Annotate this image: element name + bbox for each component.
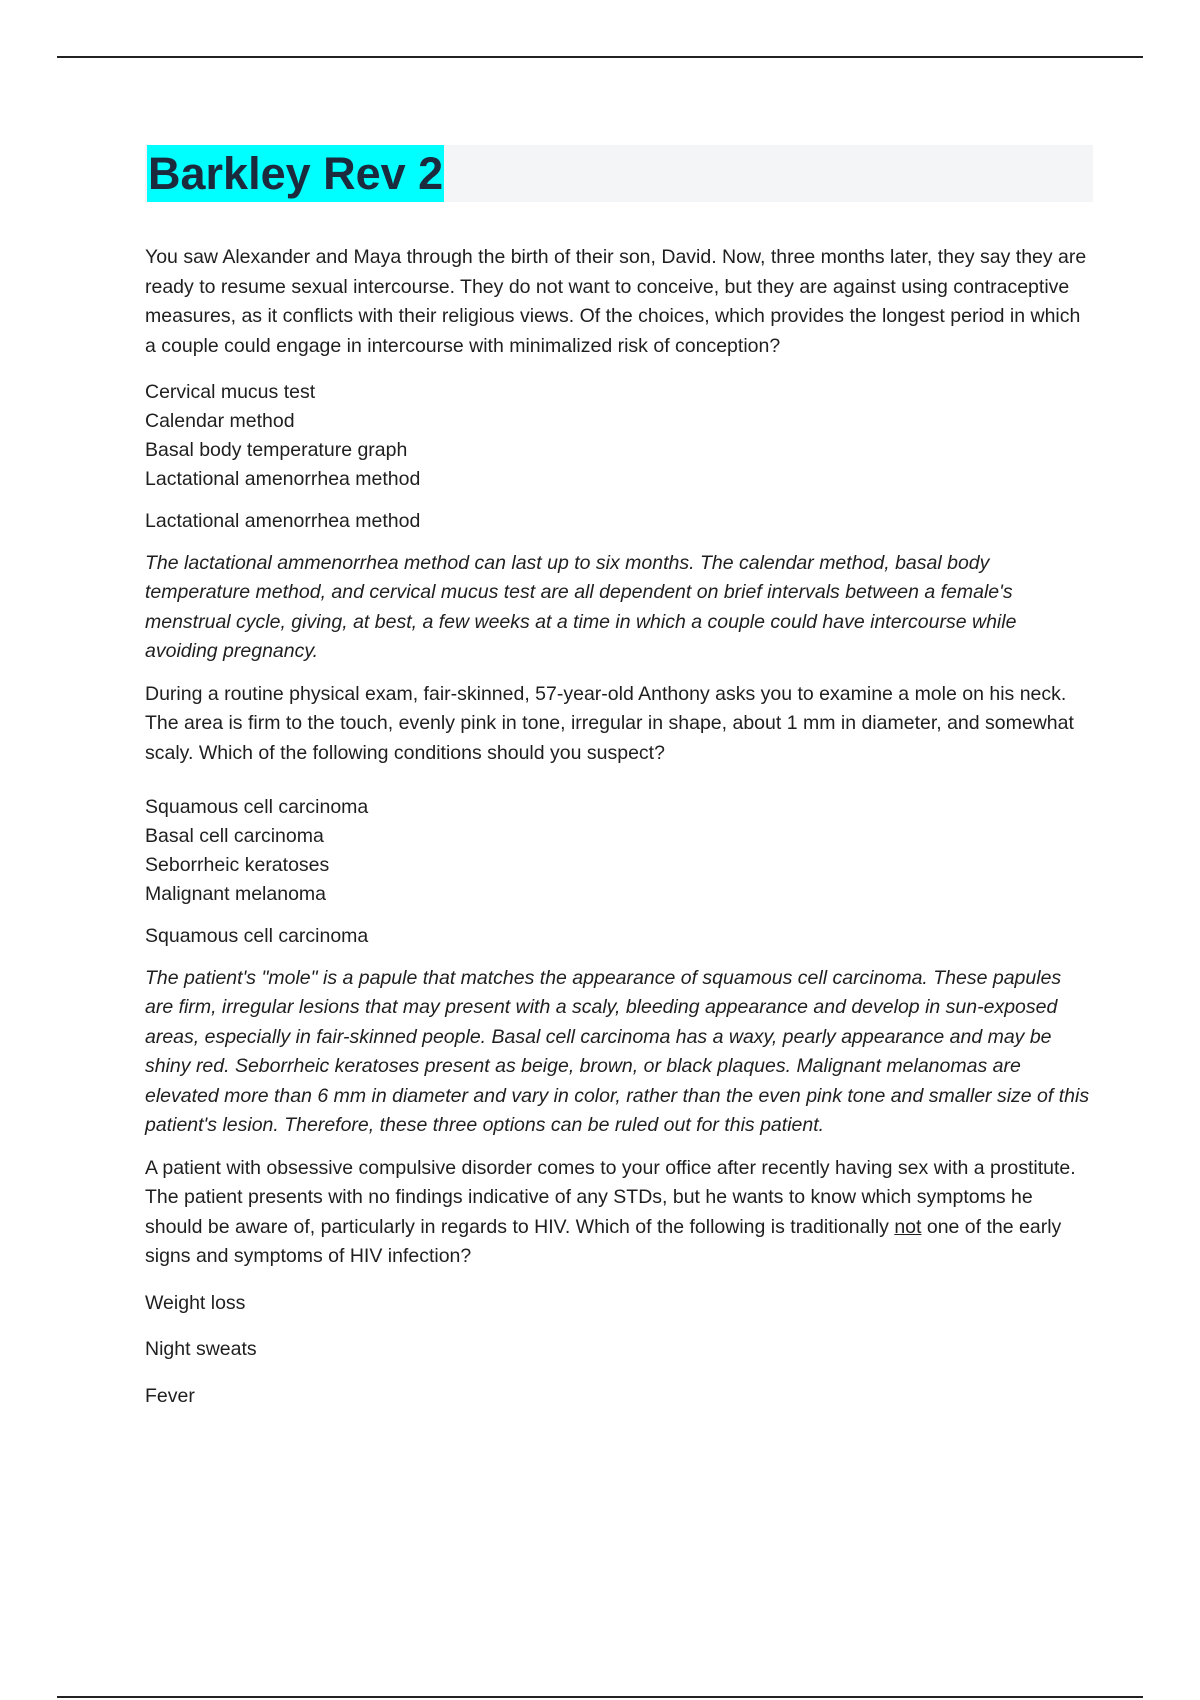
question-2-option: Basal cell carcinoma — [145, 825, 324, 847]
document-title — [145, 145, 446, 202]
question-3-stem-after: one of the early signs and symptoms of HIV infection? — [145, 1215, 1062, 1267]
bottom-rule — [57, 1696, 1143, 1698]
question-2-options — [145, 793, 1093, 909]
question-2-option: Malignant melanoma — [145, 883, 327, 905]
question-2-option: Squamous cell carcinoma — [145, 796, 369, 818]
question-2-stem: During a routine physical exam, fair-skinned, 57-year-old Anthony asks you to examine a mole on his neck. The area is firm to the touch, evenly pink in tone, irregular in shape, about 1 mm in diameter, and somewhat scaly. Which of the following conditions should you suspect? — [145, 682, 1074, 764]
question-2-answer: Squamous cell carcinoma — [145, 925, 369, 947]
question-3-stem — [145, 1154, 1093, 1272]
question-1-option: Basal body temperature graph — [145, 439, 408, 461]
question-2-option: Seborrheic keratoses — [145, 854, 330, 876]
question-2-explanation: The patient's "mole" is a papule that matches the appearance of squamous cell carcinoma. These papules are firm, irregular lesions that may present with a scaly, bleeding appearance and develop in sun-exposed areas, especially in fair-skinned people. Basal cell carcinoma has a waxy, pearly appearance and may be shiny red. Seborrheic keratoses present as beige, brown, or black plaques. Malignant melanomas are elevated more than 6 mm in diameter and vary in color, rather than the even pink tone and smaller size of this patient's lesion. Therefore, these three options can be ruled out for this patient. — [145, 966, 1090, 1136]
question-1-answer: Lactational amenorrhea method — [145, 510, 421, 532]
question-3-stem-before: A patient with obsessive compulsive disorder comes to your office after recently having sex with a prostitute. The patient presents with no findings indicative of any STDs, but he wants to know which symptoms he should be aware of, particularly in regards to HIV. Which of the following is traditionally — [145, 1156, 1076, 1238]
question-1-stem: You saw Alexander and Maya through the birth of their son, David. Now, three months later, they say they are ready to resume sexual intercourse. They do not want to conceive, but they are against using contraceptive measures, as it conflicts with their religious views. Of the choices, which provides the longest period in which a couple could engage in intercourse with minimalized risk of conception? — [145, 246, 1087, 357]
question-1-option: Cervical mucus test — [145, 381, 316, 403]
title-highlight: Barkley Rev 2 — [147, 145, 444, 202]
document-body — [145, 243, 1093, 1428]
question-1-explanation: The lactational ammenorrhea method can last up to six months. The calendar method, basal body temperature method, and cervical mucus test are all dependent on brief intervals between a female's menstrual cycle, giving, at best, a few weeks at a time in which a couple could have intercourse while avoiding pregnancy. — [145, 551, 1017, 662]
question-1-options — [145, 378, 1093, 494]
question-1-option: Calendar method — [145, 410, 295, 432]
top-rule — [57, 56, 1143, 58]
question-3-option: Night sweats — [145, 1338, 257, 1360]
question-3-option: Fever — [145, 1384, 195, 1407]
question-3-option: Weight loss — [145, 1291, 246, 1314]
question-3-stem-underlined: not — [894, 1215, 922, 1238]
question-1-option: Lactational amenorrhea method — [145, 468, 421, 490]
